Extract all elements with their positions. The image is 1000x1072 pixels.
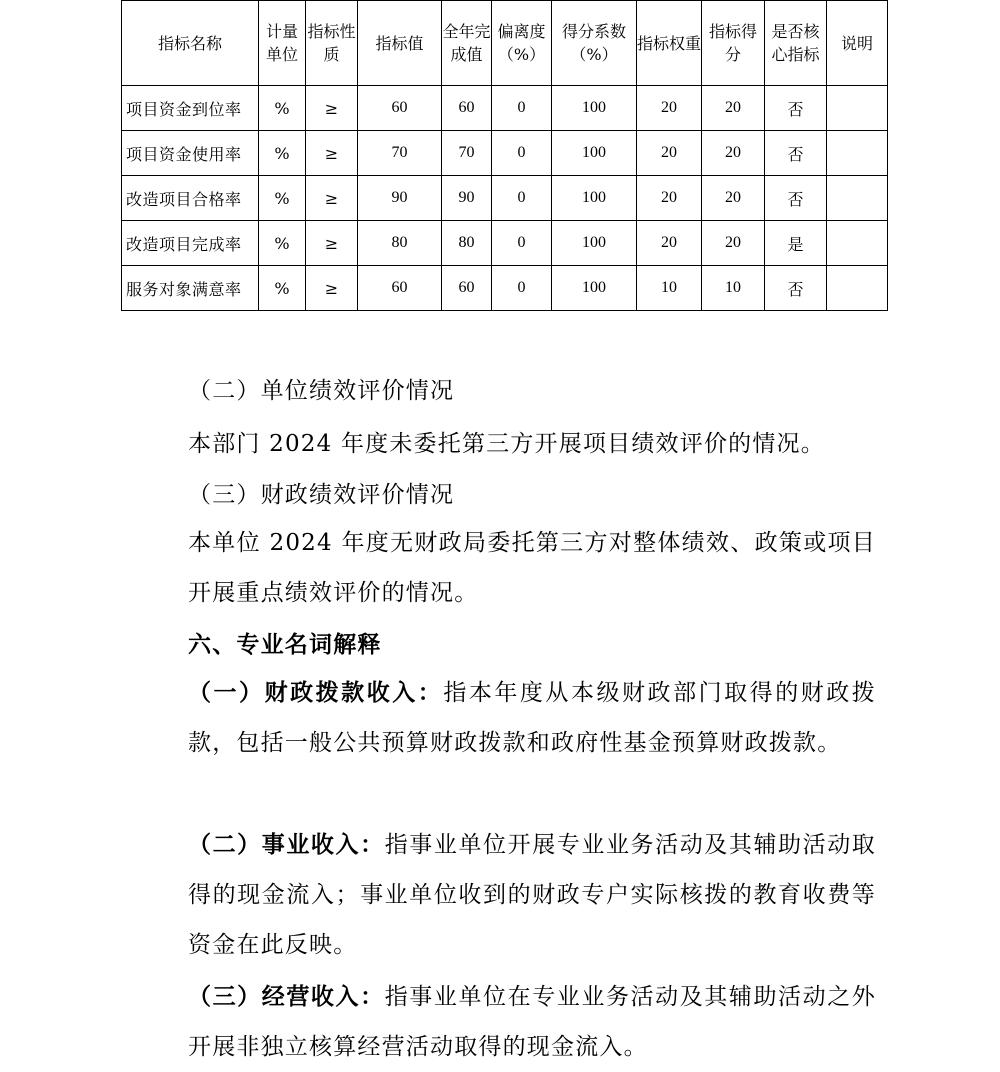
item2-text: 指事业单位开展专业业务活动及其辅助活动取得的现金流入；事业单位收到的财政专户实际核拨的教育收费等资金在此反映。 bbox=[188, 832, 876, 958]
cell-core: 否 bbox=[765, 266, 827, 311]
cell-note bbox=[827, 131, 888, 176]
glossary-item-business-income bbox=[136, 820, 876, 970]
item3-text: 指事业单位在专业业务活动及其辅助活动之外开展非独立核算经营活动取得的现金流入。 bbox=[188, 984, 876, 1060]
cell-note bbox=[827, 176, 888, 221]
header-weight: 指标权重 bbox=[637, 1, 702, 86]
performance-indicator-table bbox=[121, 0, 888, 311]
cell-nature: ≥ bbox=[306, 86, 358, 131]
fiscal-eval-text: 本单位 2024 年度无财政局委托第三方对整体绩效、政策或项目开展重点绩效评价的情况。 bbox=[188, 530, 876, 606]
cell-note bbox=[827, 221, 888, 266]
cell-name: 改造项目完成率 bbox=[122, 221, 259, 266]
cell-actual: 70 bbox=[442, 131, 492, 176]
cell-coefficient: 100 bbox=[552, 176, 637, 221]
cell-weight: 10 bbox=[637, 266, 702, 311]
header-score: 指标得分 bbox=[702, 1, 765, 86]
item1-text: 指本年度从本级财政部门取得的财政拨款，包括一般公共预算财政拨款和政府性基金预算财政拨款。 bbox=[188, 680, 877, 756]
table-row bbox=[122, 221, 888, 266]
item2-label: （二）事业收入： bbox=[188, 832, 385, 858]
cell-nature: ≥ bbox=[306, 221, 358, 266]
cell-score: 20 bbox=[702, 131, 765, 176]
cell-unit: % bbox=[259, 176, 306, 221]
cell-weight: 20 bbox=[637, 221, 702, 266]
cell-actual: 60 bbox=[442, 266, 492, 311]
cell-weight: 20 bbox=[637, 176, 702, 221]
cell-score: 20 bbox=[702, 176, 765, 221]
item3-label: （三）经营收入： bbox=[188, 984, 385, 1010]
cell-unit: % bbox=[259, 131, 306, 176]
cell-coefficient: 100 bbox=[552, 221, 637, 266]
glossary-item-fiscal-appropriation bbox=[136, 668, 876, 768]
glossary-heading: 六、专业名词解释 bbox=[188, 632, 382, 658]
cell-coefficient: 100 bbox=[552, 131, 637, 176]
cell-score: 10 bbox=[702, 266, 765, 311]
cell-core: 是 bbox=[765, 221, 827, 266]
table-row bbox=[122, 86, 888, 131]
header-core: 是否核心指标 bbox=[765, 1, 827, 86]
cell-name: 服务对象满意率 bbox=[122, 266, 259, 311]
cell-actual: 80 bbox=[442, 221, 492, 266]
cell-core: 否 bbox=[765, 86, 827, 131]
cell-deviation: 0 bbox=[492, 266, 552, 311]
table-row bbox=[122, 176, 888, 221]
cell-unit: % bbox=[259, 221, 306, 266]
unit-eval-text: 本部门 2024 年度未委托第三方开展项目绩效评价的情况。 bbox=[188, 431, 825, 457]
header-deviation: 偏离度（%） bbox=[492, 1, 552, 86]
cell-note bbox=[827, 266, 888, 311]
header-target: 指标值 bbox=[358, 1, 442, 86]
cell-name: 改造项目合格率 bbox=[122, 176, 259, 221]
cell-score: 20 bbox=[702, 221, 765, 266]
cell-name: 项目资金到位率 bbox=[122, 86, 259, 131]
cell-coefficient: 100 bbox=[552, 86, 637, 131]
fiscal-eval-heading: （三）财政绩效评价情况 bbox=[188, 482, 455, 508]
cell-nature: ≥ bbox=[306, 176, 358, 221]
cell-actual: 60 bbox=[442, 86, 492, 131]
item1-label: （一）财政拨款收入： bbox=[188, 680, 444, 706]
cell-target: 90 bbox=[358, 176, 442, 221]
header-note: 说明 bbox=[827, 1, 888, 86]
cell-deviation: 0 bbox=[492, 221, 552, 266]
table-row bbox=[122, 266, 888, 311]
cell-deviation: 0 bbox=[492, 176, 552, 221]
cell-target: 60 bbox=[358, 266, 442, 311]
table-row bbox=[122, 131, 888, 176]
glossary-item-operating-income bbox=[136, 972, 876, 1072]
cell-actual: 90 bbox=[442, 176, 492, 221]
cell-name: 项目资金使用率 bbox=[122, 131, 259, 176]
header-unit: 计量单位 bbox=[259, 1, 306, 86]
header-actual: 全年完成值 bbox=[442, 1, 492, 86]
cell-target: 80 bbox=[358, 221, 442, 266]
cell-core: 否 bbox=[765, 131, 827, 176]
cell-weight: 20 bbox=[637, 86, 702, 131]
table-header-row bbox=[122, 1, 888, 86]
header-name: 指标名称 bbox=[122, 1, 259, 86]
cell-score: 20 bbox=[702, 86, 765, 131]
cell-unit: % bbox=[259, 266, 306, 311]
cell-nature: ≥ bbox=[306, 131, 358, 176]
cell-deviation: 0 bbox=[492, 131, 552, 176]
cell-nature: ≥ bbox=[306, 266, 358, 311]
unit-eval-heading: （二）单位绩效评价情况 bbox=[188, 378, 455, 404]
cell-target: 60 bbox=[358, 86, 442, 131]
cell-unit: % bbox=[259, 86, 306, 131]
cell-target: 70 bbox=[358, 131, 442, 176]
cell-core: 否 bbox=[765, 176, 827, 221]
header-coefficient: 得分系数（%） bbox=[552, 1, 637, 86]
cell-weight: 20 bbox=[637, 131, 702, 176]
cell-deviation: 0 bbox=[492, 86, 552, 131]
cell-coefficient: 100 bbox=[552, 266, 637, 311]
header-nature: 指标性质 bbox=[306, 1, 358, 86]
cell-note bbox=[827, 86, 888, 131]
